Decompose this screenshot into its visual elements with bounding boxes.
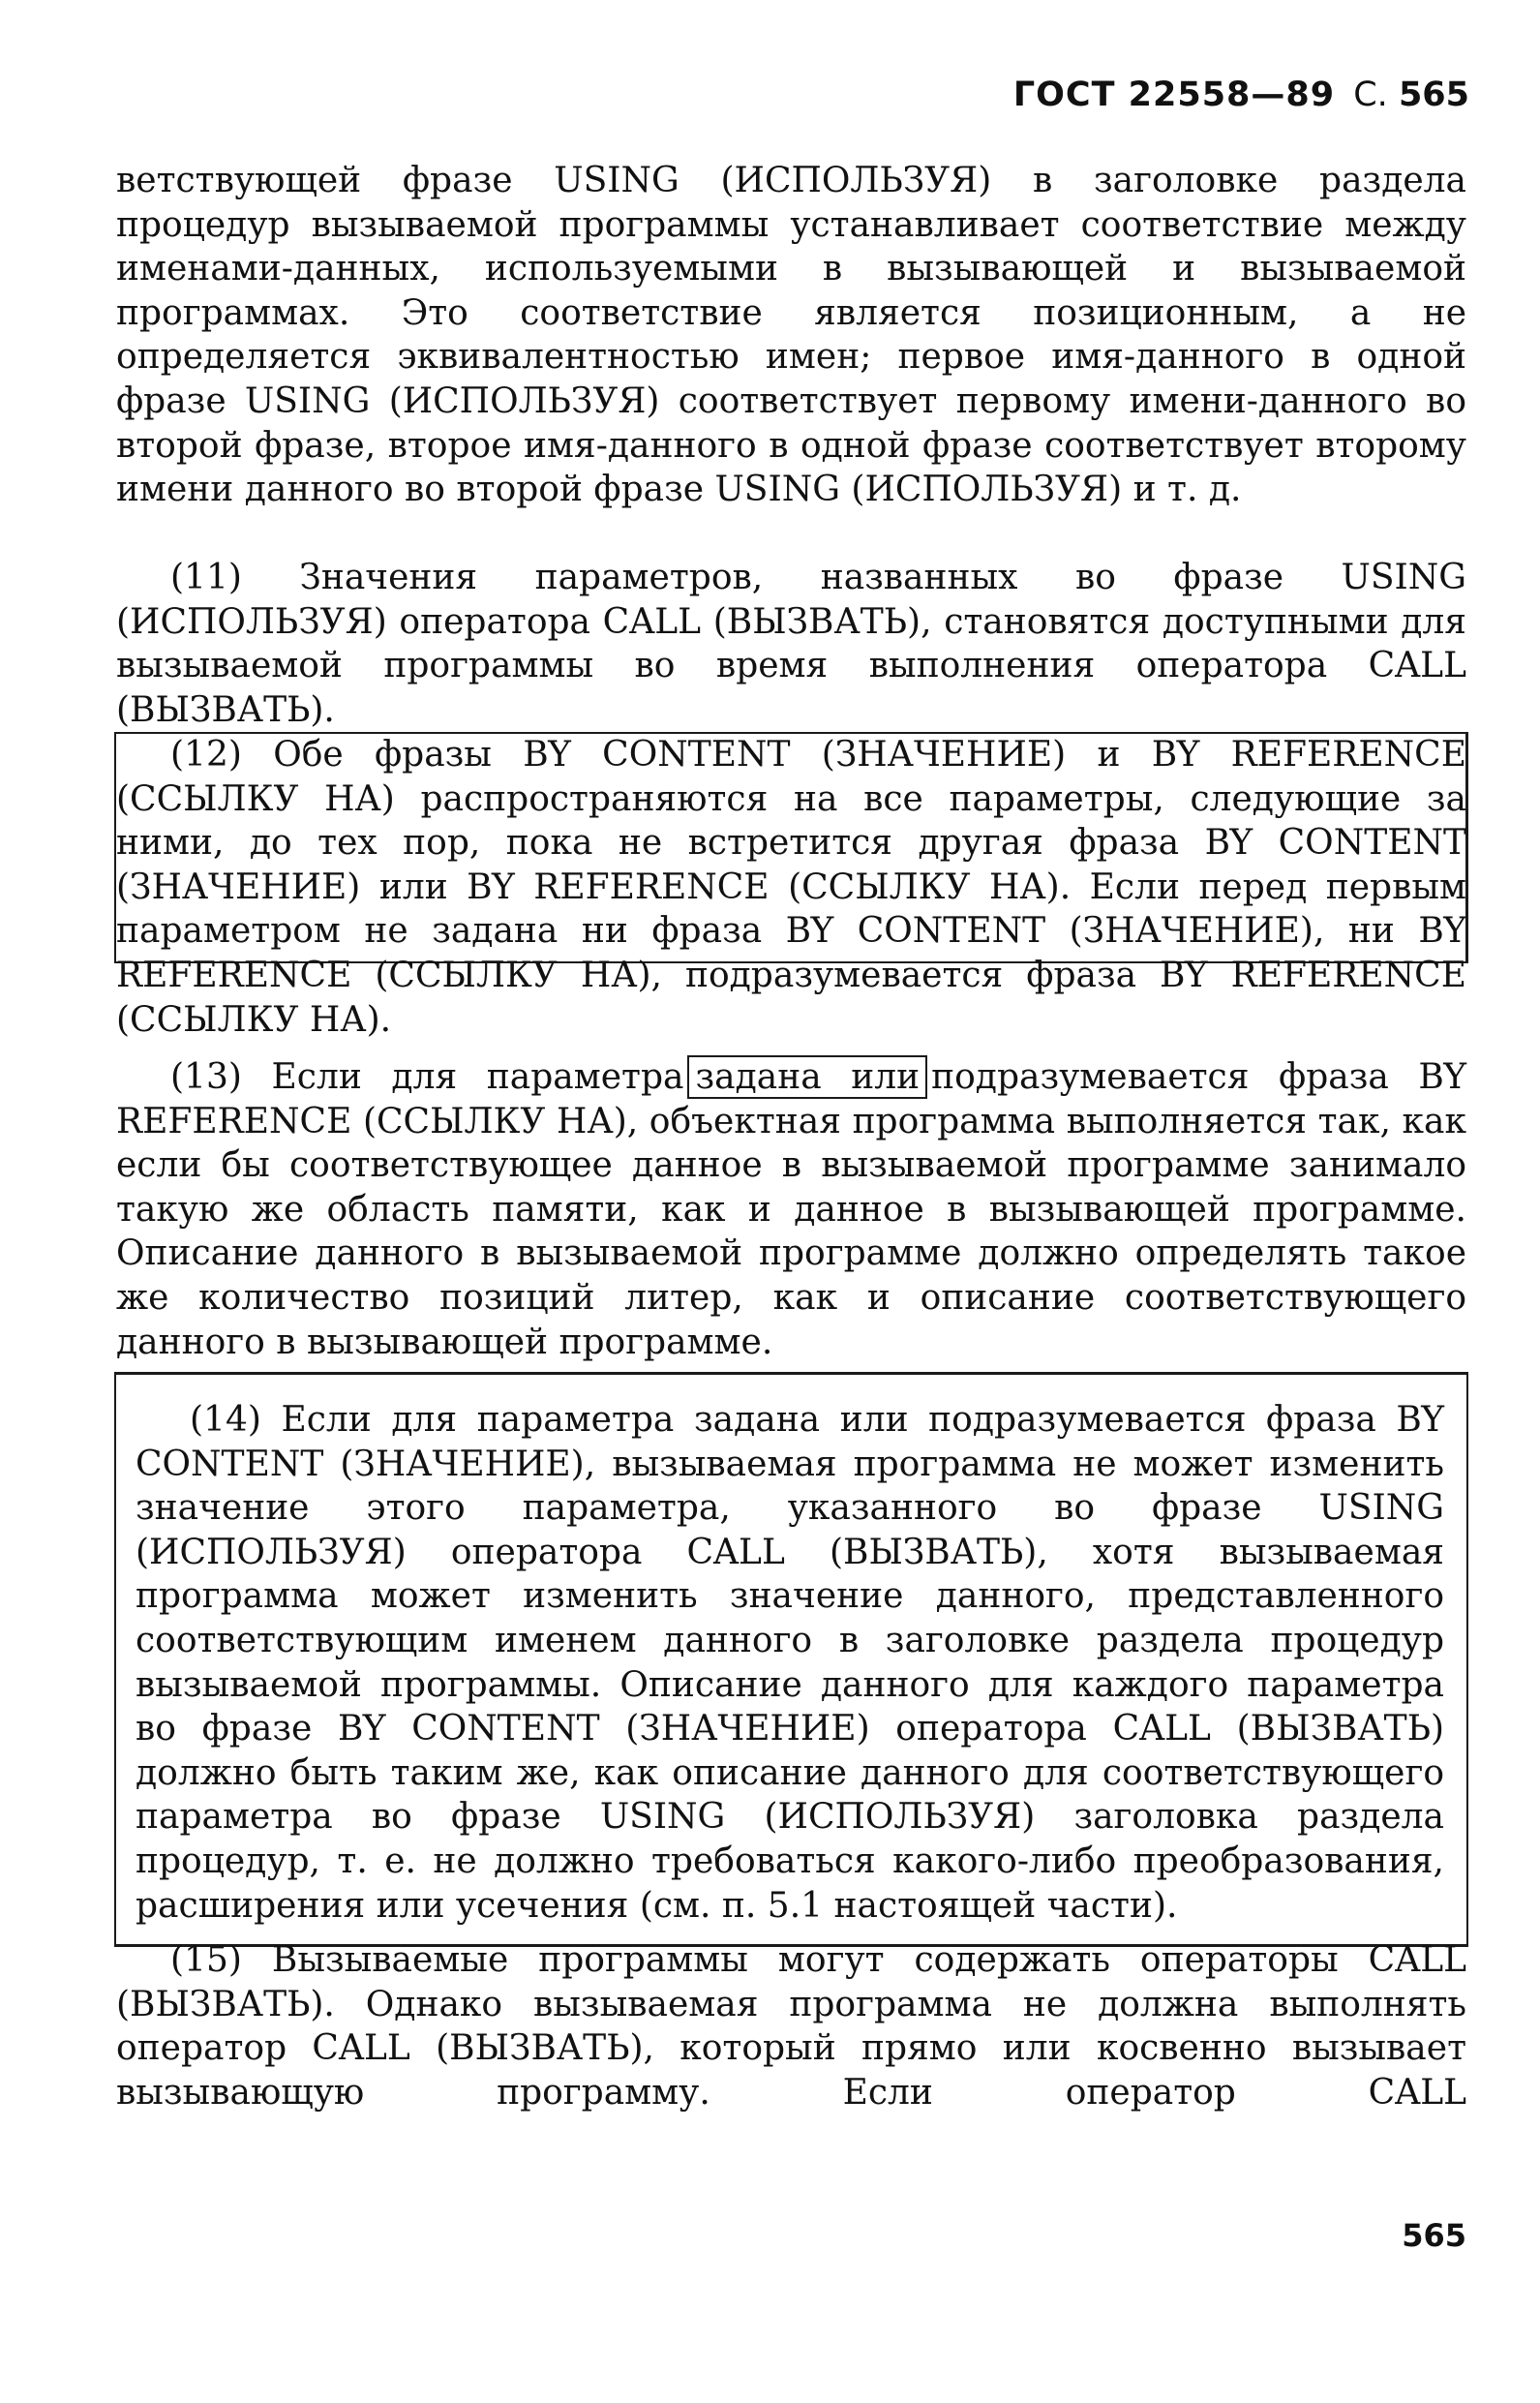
header-page-number: 565 (1398, 76, 1469, 114)
paragraph-12 (116, 733, 1466, 1042)
page-label (1353, 76, 1469, 114)
paragraph-11: (11) Значения параметров, названных во фразе USING (ИСПОЛЬЗУЯ) оператора CALL (ВЫЗВАТЬ), становятся доступными для вызываемой программы во время выполнения оператора CALL (ВЫЗВАТЬ). (116, 558, 1466, 730)
paragraph-13 (116, 1055, 1466, 1364)
paragraph-14: (14) Если для параметра задана или подразумевается фраза BY CONTENT (ЗНАЧЕНИЕ), вызываемая программа не может изменить значение этого параметра, указанного во фразе USING (ИСПОЛЬЗУЯ) оператора CALL (ВЫЗВАТЬ), хотя вызываемая программа может изменить значение данного, представленного соответствующим именем данного в заголовке раздела процедур вызываемой программы. Описание данного для каждого параметра во фразе BY CONTENT (ЗНАЧЕНИЕ) оператора CALL (ВЫЗВАТЬ) должно быть таким же, как описание данного для соответствующего параметра во фразе USING (ИСПОЛЬЗУЯ) заголовка раздела процедур, т. е. не должно требоваться какого-либо преобразования, расширения или усечения (см. п. 5.1 настоящей части). (136, 1400, 1444, 1926)
standard-code: ГОСТ 22558—89 (1012, 76, 1336, 114)
page-header (116, 76, 1469, 134)
paragraph-12-boxed: (12) Обе фразы BY CONTENT (ЗНАЧЕНИЕ) и BY REFERENCE (ССЫЛКУ НА) распространяются на все параметры, следующие за ними, до тех пор, пока не встретится другая фраза BY CONTENT (ЗНАЧЕНИЕ) или BY REFERENCE (ССЫЛКУ НА). (116, 735, 1466, 907)
paragraph-13-start: (13) Если для параметра (170, 1057, 684, 1097)
paragraph-10-continued: ветствующей фразе USING (ИСПОЛЬЗУЯ) в заголовке раздела процедур вызываемой программы устанавливает соответствие между именами-данных, используемыми в вызывающей и вызываемой программах. Это соответствие является позиционным, а не определяется эквивалентностью имен; первое имя-данного в одной фразе USING (ИСПОЛЬЗУЯ) соответствует первому имени-данного во второй фразе, второе имя-данного в одной фразе соответствует второму имени данного во второй фразе USING (ИСПОЛЬЗУЯ) и т. д. (116, 161, 1466, 510)
footer-page-number: 565 (1402, 2217, 1466, 2254)
paragraph-15: (15) Вызываемые программы могут содержать операторы CALL (ВЫЗВАТЬ). Однако вызываемая программа не должна выполнять оператор CALL (ВЫЗВАТЬ), который прямо или косвенно вызывает вызывающую программу. Если оператор CALL (116, 1940, 1466, 2113)
inline-revision-box: задана или (687, 1055, 927, 1099)
paragraph-13-end: подразумевается фраза BY REFERENCE (ССЫЛКУ НА), объектная программа выполняется так, как если бы соответствующее данное в вызываемой программе занимало такую же область памяти, как и данное в вызывающей программе. Описание данного в вызываемой программе должно определять такое же количество позиций литер, как и описание соответствующего данного в вызывающей программе. (116, 1057, 1466, 1362)
paragraph-12-rest: Если перед первым параметром не задана ни фраза BY CONTENT (ЗНАЧЕНИЕ), ни BY REFERENCE (ССЫЛКУ НА), подразумевается фраза BY REFERENCE (ССЫЛКУ НА). (116, 867, 1466, 1040)
page-prefix: С. (1353, 76, 1388, 114)
